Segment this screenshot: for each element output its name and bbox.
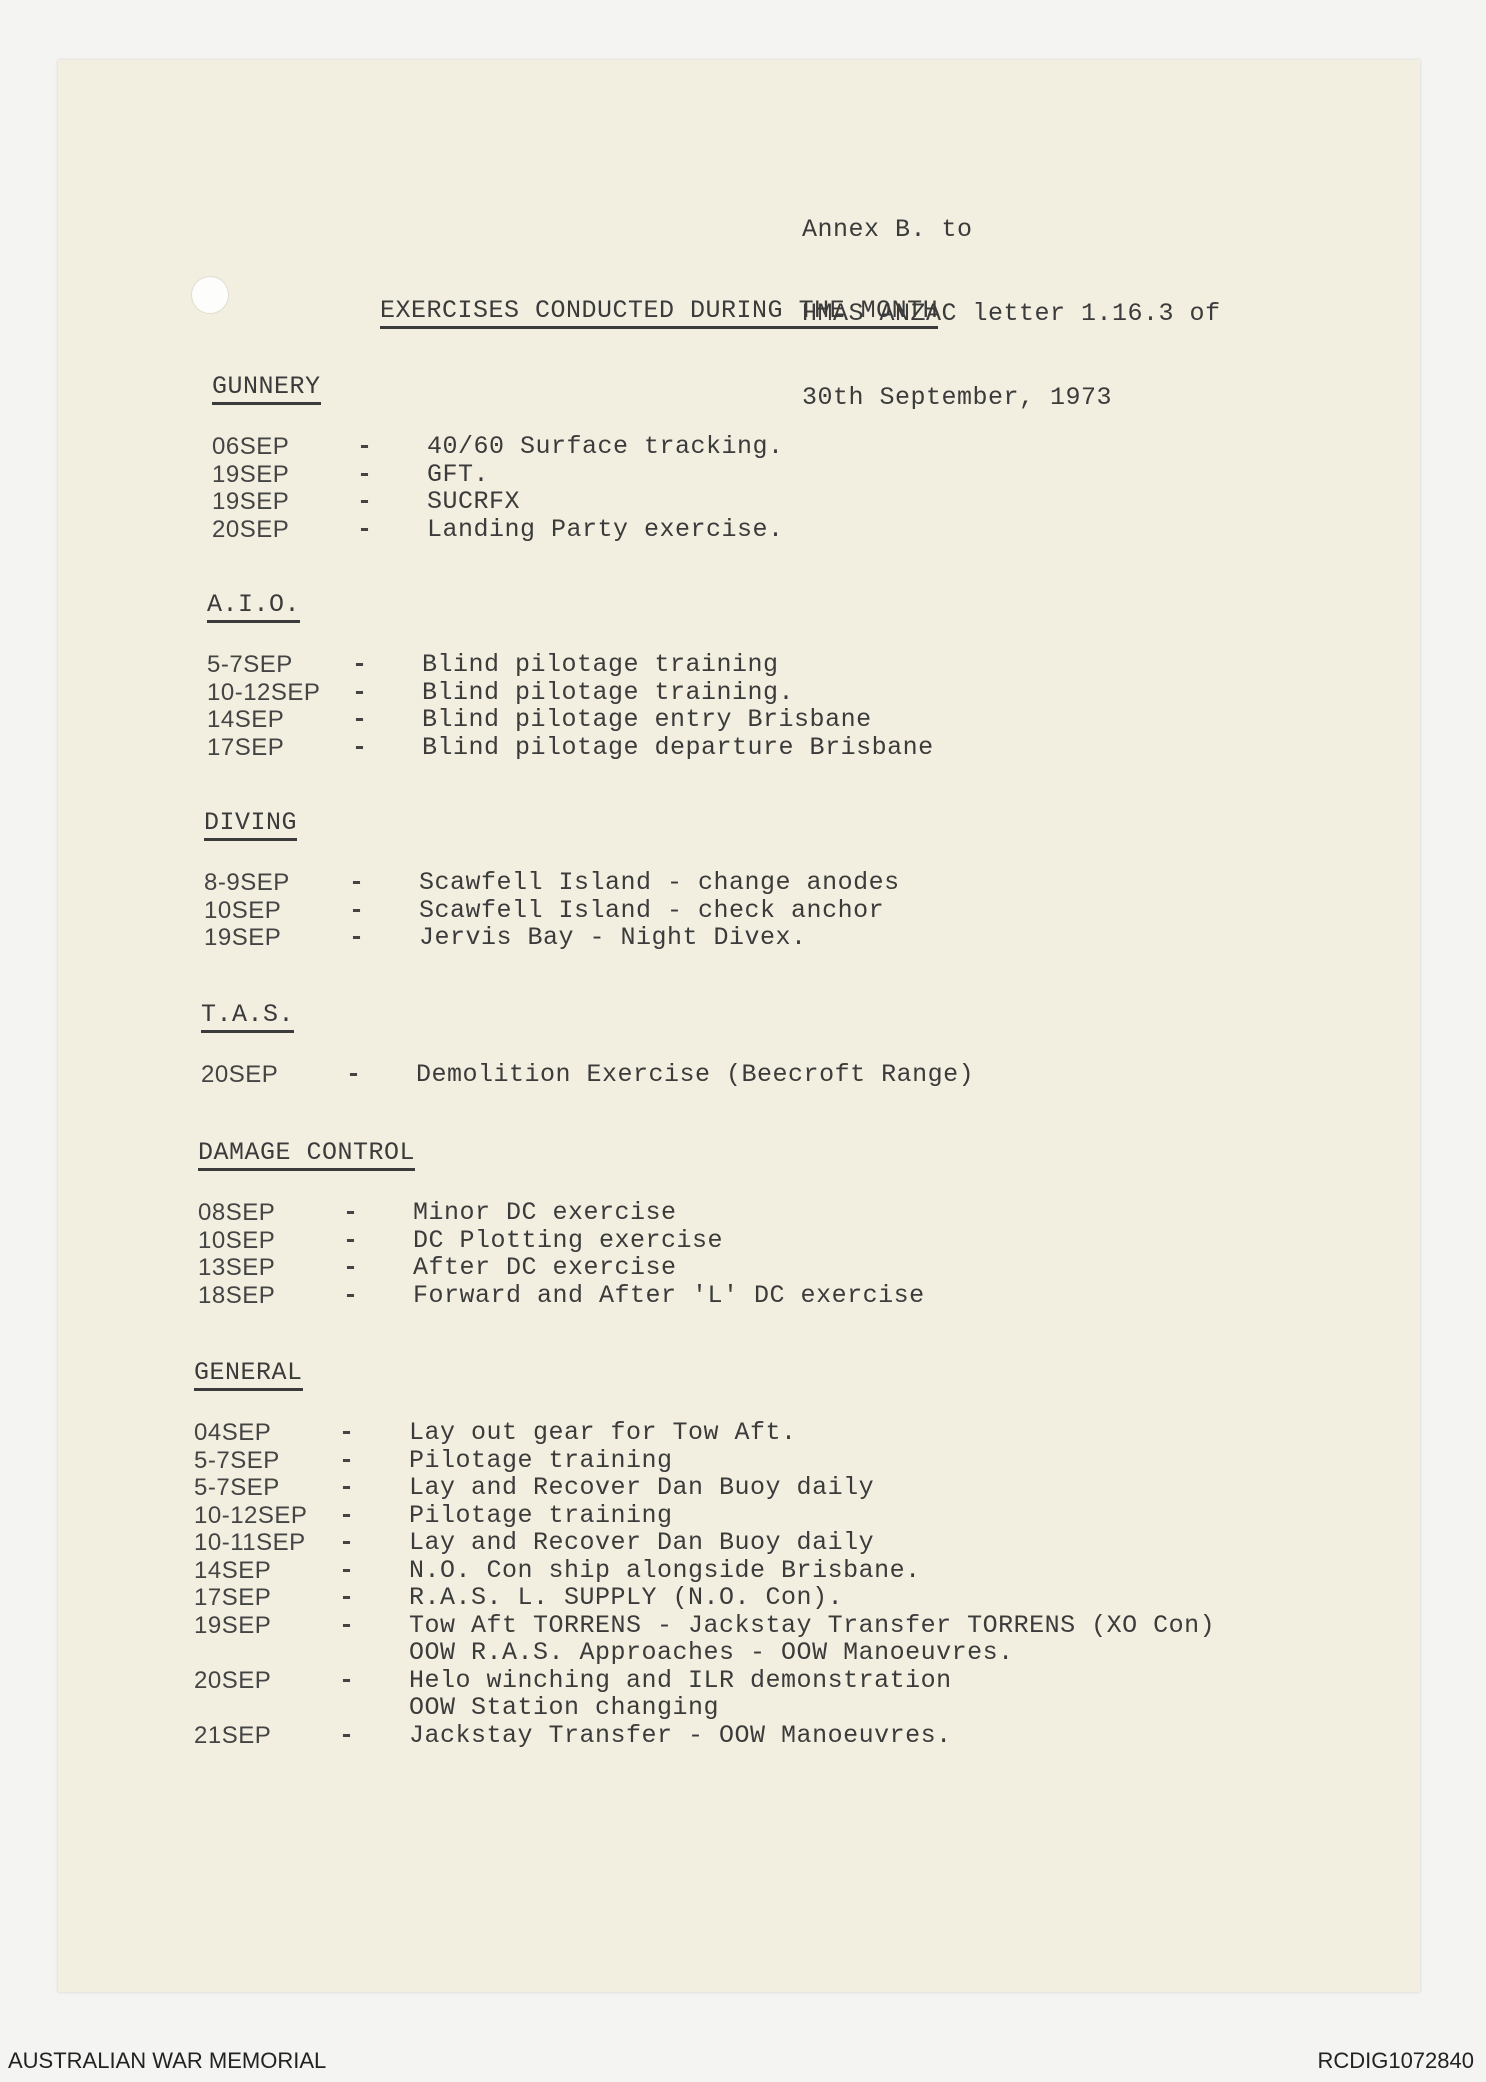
annex-line: HMAS ANZAC letter 1.16.3 of: [802, 299, 1221, 328]
entry-dash: -: [352, 650, 368, 679]
entry-description: Helo winching and ILR demonstration: [409, 1665, 952, 1695]
entry-description: Lay and Recover Dan Buoy daily: [409, 1528, 875, 1557]
list-item: [201, 1061, 974, 1089]
list-item: [194, 1612, 1215, 1640]
entry-date: 10SEP: [198, 1226, 276, 1254]
entry-date: 18SEP: [198, 1281, 276, 1309]
entry-dash: -: [349, 895, 365, 925]
entry-dash: -: [339, 1583, 355, 1612]
list-item: [212, 516, 784, 544]
entry-description: Scawfell Island - change anodes: [419, 868, 900, 897]
list-item: [207, 734, 934, 762]
punch-hole: [191, 276, 229, 314]
entry-dash: -: [349, 868, 365, 897]
entry-description: Landing Party exercise.: [427, 514, 784, 544]
list-item: [194, 1447, 1215, 1475]
list-item: [194, 1639, 1215, 1667]
entry-description: GFT.: [427, 459, 490, 489]
entry-date: 13SEP: [198, 1254, 276, 1281]
list-item: [198, 1199, 925, 1227]
entry-date: 8-9SEP: [204, 869, 290, 896]
entry-dash: -: [357, 514, 373, 544]
entry-date: 08SEP: [198, 1199, 276, 1226]
entry-date: 10-12SEP: [194, 1501, 308, 1529]
entry-description: OOW R.A.S. Approaches - OOW Manoeuvres.: [409, 1638, 1014, 1667]
list-item: [207, 651, 934, 679]
section-gunnery: [212, 372, 784, 543]
list-item: [212, 461, 784, 489]
entry-dash: -: [339, 1555, 355, 1585]
list-item: [212, 433, 784, 461]
entry-dash: -: [343, 1253, 359, 1282]
entry-description: Jervis Bay - Night Divex.: [419, 923, 807, 952]
entry-dash: -: [343, 1198, 359, 1227]
list-item: [198, 1254, 925, 1282]
entry-dash: -: [339, 1528, 355, 1557]
entry-dash: -: [339, 1500, 355, 1530]
entry-date: 10-11SEP: [194, 1529, 306, 1556]
entry-description: Blind pilotage entry Brisbane: [422, 705, 872, 734]
entry-date: 5-7SEP: [207, 651, 293, 678]
list-item: [194, 1529, 1215, 1557]
entry-dash: -: [339, 1445, 355, 1475]
list-item: [198, 1282, 925, 1310]
entry-date: [194, 1639, 339, 1667]
list-item: [194, 1667, 1215, 1695]
list-item: [207, 679, 934, 707]
entry-dash: [339, 1639, 409, 1667]
section-heading: GENERAL: [194, 1358, 303, 1391]
annex-line: 30th September, 1973: [802, 383, 1113, 412]
list-item: [194, 1557, 1215, 1585]
entry-date: 04SEP: [194, 1419, 272, 1446]
list-item: [194, 1722, 1215, 1750]
entry-dash: -: [339, 1720, 355, 1750]
entry-dash: -: [352, 732, 368, 762]
list-item: [194, 1474, 1215, 1502]
entry-description: Minor DC exercise: [413, 1198, 677, 1227]
section-damage-control: [198, 1138, 925, 1309]
document-title: EXERCISES CONDUCTED DURING THE MONTH: [380, 296, 938, 329]
entry-date: 14SEP: [194, 1556, 272, 1584]
section-tas: [201, 1000, 974, 1089]
entry-dash: [339, 1694, 409, 1722]
entry-dash: -: [352, 677, 368, 707]
entry-description: After DC exercise: [413, 1253, 677, 1282]
entry-date: 19SEP: [204, 924, 282, 951]
entry-dash: -: [339, 1418, 355, 1447]
list-item: [194, 1694, 1215, 1722]
entry-date: [194, 1694, 339, 1722]
entry-date: 14SEP: [207, 706, 285, 733]
section-heading: A.I.O.: [207, 590, 300, 623]
entry-dash: -: [339, 1665, 355, 1695]
entry-date: 20SEP: [201, 1061, 279, 1088]
section-heading: T.A.S.: [201, 1000, 294, 1033]
entry-description: Lay and Recover Dan Buoy daily: [409, 1473, 875, 1502]
entry-date: 20SEP: [212, 515, 290, 543]
list-item: [194, 1419, 1215, 1447]
entry-date: 10SEP: [204, 896, 282, 924]
entry-description: Jackstay Transfer - OOW Manoeuvres.: [409, 1720, 952, 1750]
entry-date: 5-7SEP: [194, 1446, 280, 1474]
archive-reference-id: RCDIG1072840: [1317, 2048, 1474, 2073]
entry-date: 5-7SEP: [194, 1474, 280, 1501]
entry-description: N.O. Con ship alongside Brisbane.: [409, 1555, 921, 1585]
entry-description: Scawfell Island - check anchor: [419, 895, 885, 925]
section-general: [194, 1358, 1215, 1749]
entry-date: 17SEP: [207, 733, 285, 761]
section-heading: GUNNERY: [212, 372, 321, 405]
entry-description: Blind pilotage training: [422, 650, 779, 679]
entry-dash: -: [339, 1473, 355, 1502]
entry-description: DC Plotting exercise: [413, 1225, 724, 1255]
entry-dash: -: [339, 1610, 355, 1640]
entry-description: Blind pilotage training.: [422, 677, 795, 707]
list-item: [212, 488, 784, 516]
entry-dash: -: [346, 1060, 362, 1089]
entry-description: R.A.S. L. SUPPLY (N.O. Con).: [409, 1583, 844, 1612]
entry-date: 20SEP: [194, 1666, 272, 1694]
entry-description: 40/60 Surface tracking.: [427, 432, 784, 461]
annex-line: Annex B. to: [802, 215, 973, 244]
list-item: [204, 869, 900, 897]
list-item: [204, 897, 900, 925]
section-heading: DAMAGE CONTROL: [198, 1138, 415, 1171]
entry-dash: -: [349, 923, 365, 952]
entry-dash: -: [343, 1280, 359, 1310]
entry-date: 06SEP: [212, 433, 290, 460]
entry-date: 10-12SEP: [207, 678, 321, 706]
entry-description: Demolition Exercise (Beecroft Range): [416, 1060, 975, 1089]
entry-date: 19SEP: [194, 1611, 272, 1639]
list-item: [207, 706, 934, 734]
entry-dash: -: [357, 432, 373, 461]
entry-description: Lay out gear for Tow Aft.: [409, 1418, 797, 1447]
entry-description: Tow Aft TORRENS - Jackstay Transfer TORRENS (XO Con): [409, 1610, 1216, 1640]
entry-description: Pilotage training: [409, 1500, 673, 1530]
entry-date: 17SEP: [194, 1584, 272, 1611]
list-item: [204, 924, 900, 952]
archive-credit: AUSTRALIAN WAR MEMORIAL: [8, 2048, 327, 2073]
entry-dash: -: [343, 1225, 359, 1255]
entry-description: Blind pilotage departure Brisbane: [422, 732, 934, 762]
entry-date: 19SEP: [212, 460, 290, 488]
entry-date: 19SEP: [212, 488, 290, 515]
entry-description: SUCRFX: [427, 487, 521, 516]
entry-description: Forward and After 'L' DC exercise: [413, 1280, 925, 1310]
list-item: [194, 1502, 1215, 1530]
entry-dash: -: [357, 459, 373, 489]
list-item: [194, 1584, 1215, 1612]
entry-description: Pilotage training: [409, 1445, 673, 1475]
entry-description: OOW Station changing: [409, 1693, 720, 1722]
entry-date: 21SEP: [194, 1721, 272, 1749]
entry-dash: -: [352, 705, 368, 734]
entry-dash: -: [357, 487, 373, 516]
section-heading: DIVING: [204, 808, 297, 841]
section-diving: [204, 808, 900, 952]
section-aio: [207, 590, 934, 761]
list-item: [198, 1227, 925, 1255]
